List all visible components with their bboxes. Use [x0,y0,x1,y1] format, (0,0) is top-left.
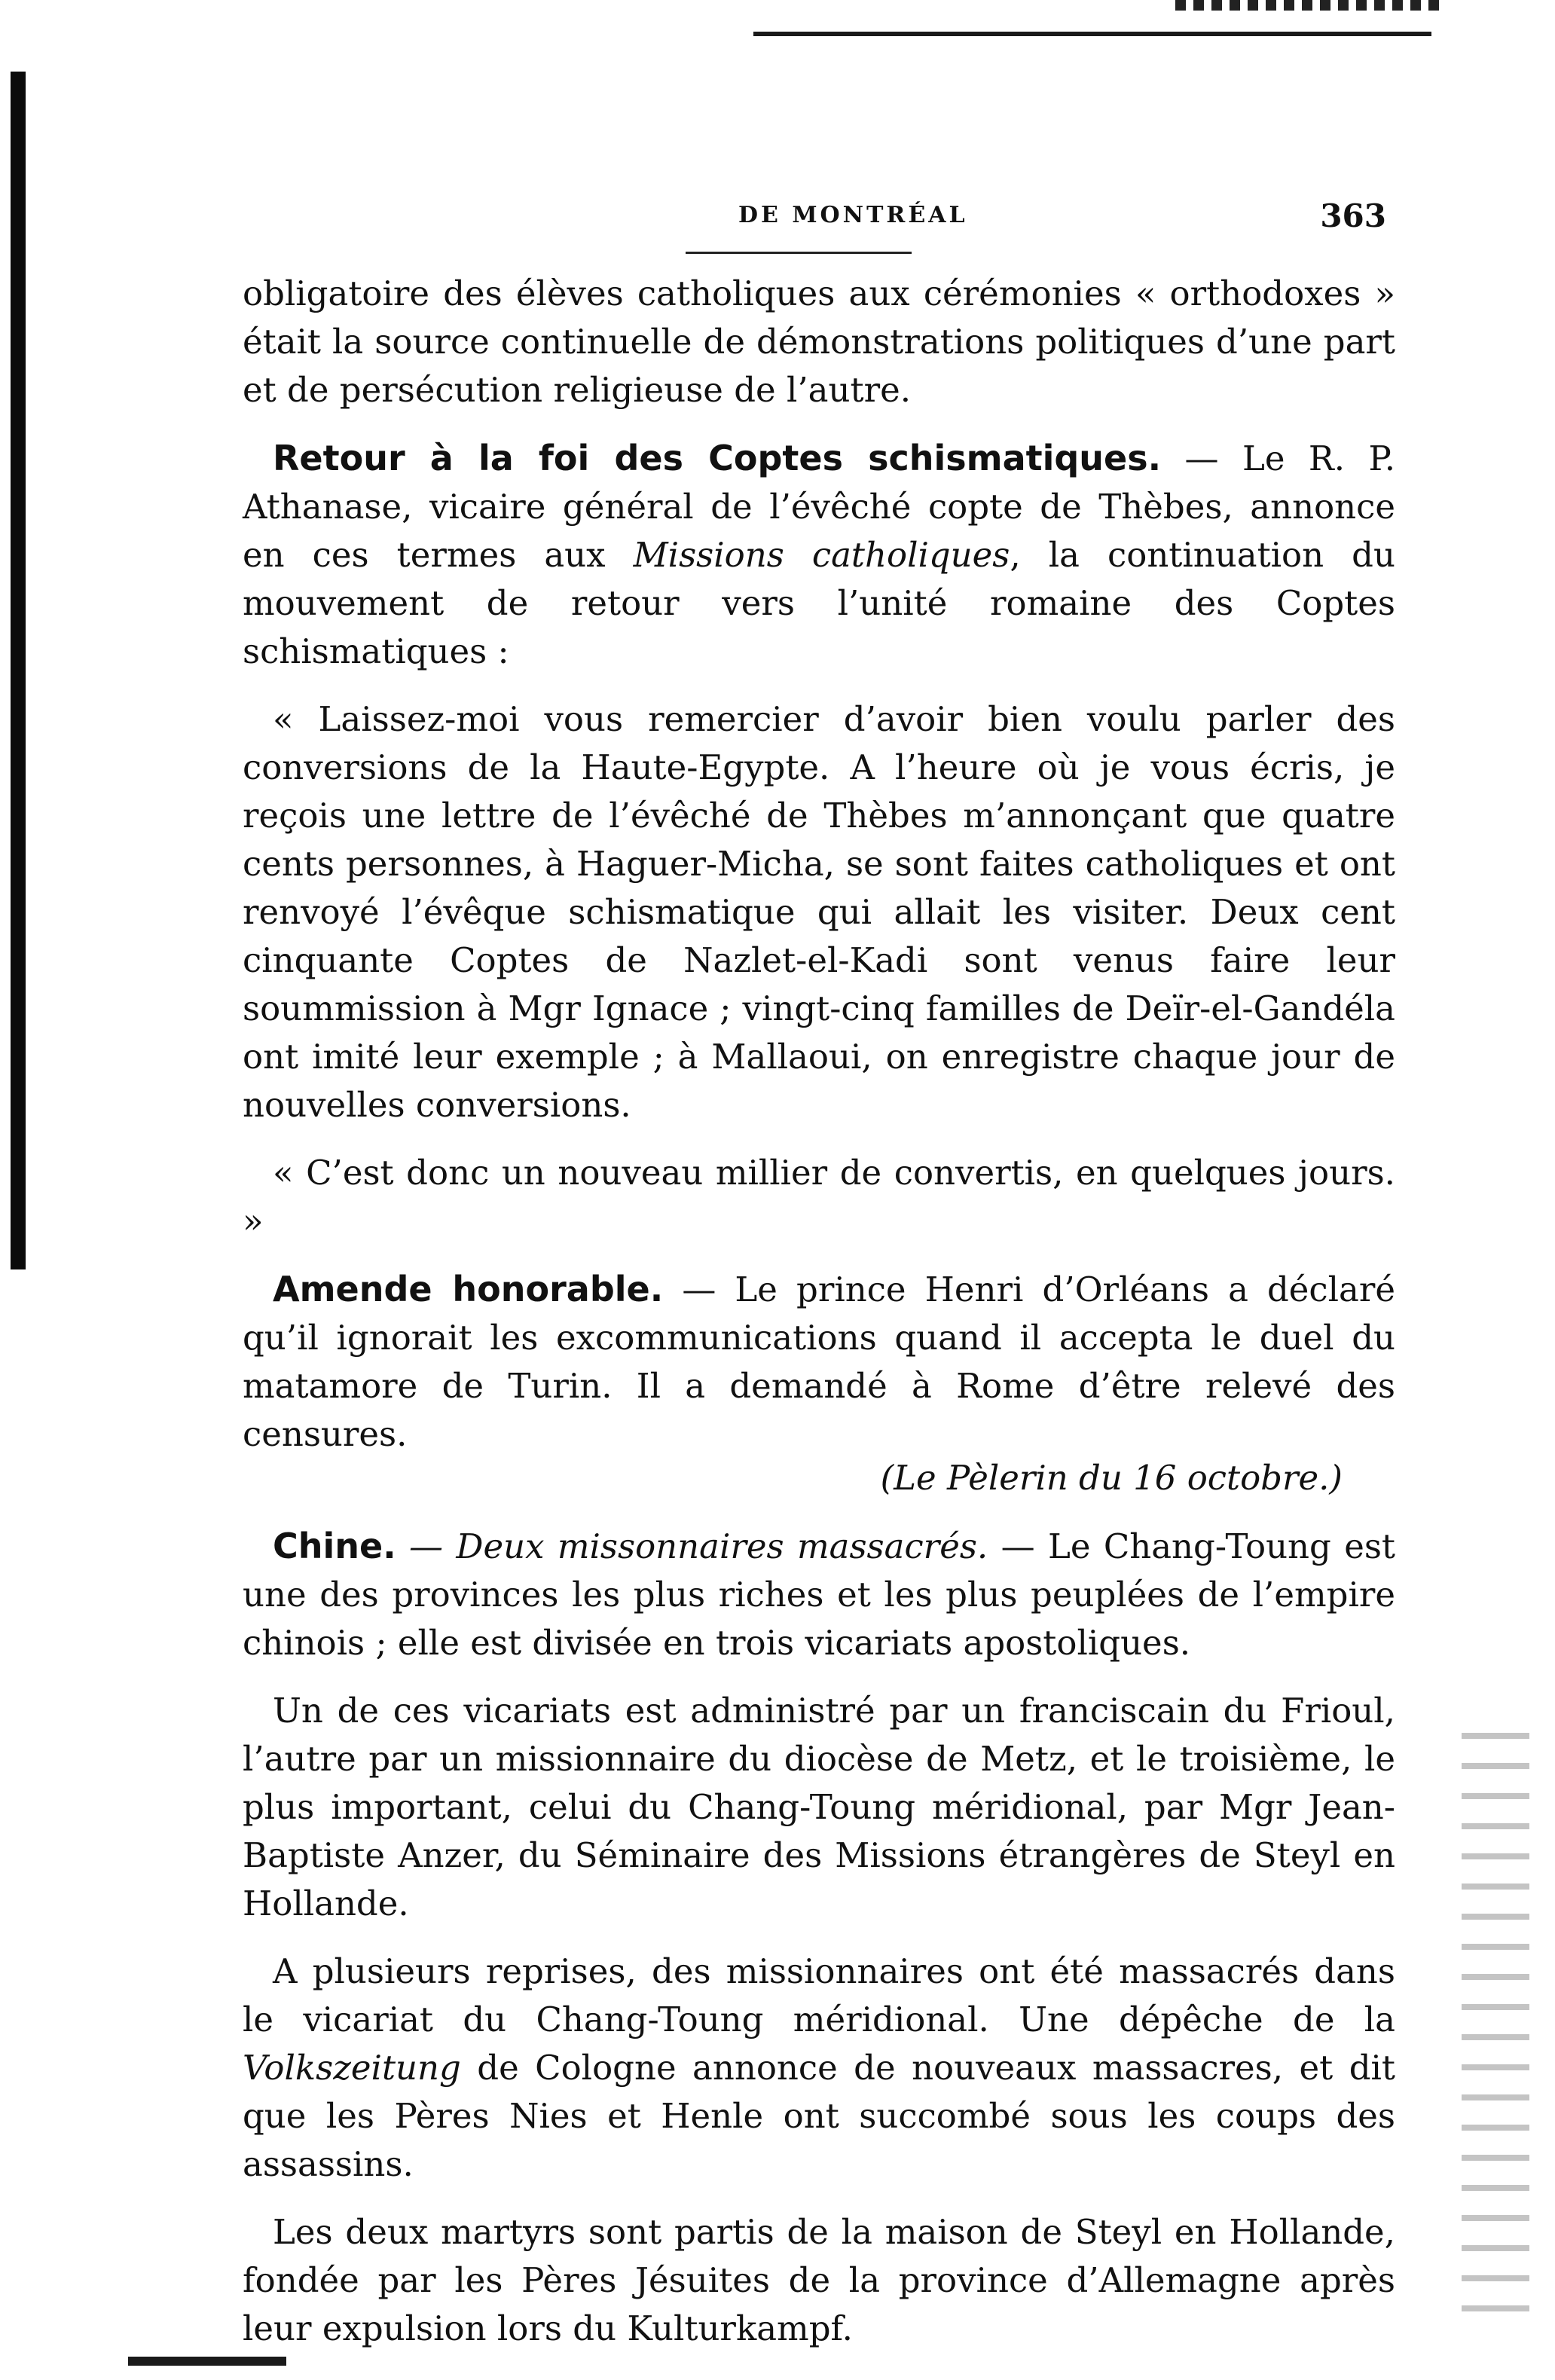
paragraph-letter [243,695,1395,1129]
scan-top-rule [753,32,1431,36]
page-number: 363 [1320,197,1386,234]
scan-top-marks [1175,0,1447,11]
paragraph-martyrs [243,2208,1395,2353]
paragraph-millier-text: « C’est donc un nouveau millier de convertis, en quelques jours. » [243,1153,1395,1241]
paragraph-coptes-text: — Le R. P. Athanase, vicaire général de l’évêché copte de Thèbes, annonce en ces termes aux [243,438,1396,575]
heading-amende: Amende honorable. [273,1269,664,1309]
paragraph-coptes-italic: Missions catholiques [633,535,1010,575]
paragraph-vicariats [243,1687,1395,1928]
heading-chine: Chine. [273,1526,396,1566]
heading-coptes: Retour à la foi des Coptes schismatiques. [273,438,1162,478]
paragraph-amende [243,1265,1395,1502]
paragraph-vicariats-text: Un de ces vicariats est administré par un franciscain du Frioul, l’autre par un missionnaire du diocèse de Metz, et le troisième, le plus important, celui du Chang-Toung méridional, par Mgr Jean-Baptiste Anzer, du Séminaire des Missions étrangères de Steyl en Hollande. [243,1691,1395,1923]
paragraph-chine-text: — Le Chang-Toung est une des provinces les plus riches et les plus peuplées de l’empire chinois ; elle est divisée en trois vicariats apostoliques. [243,1526,1395,1663]
paragraph-1-text: obligatoire des élèves catholiques aux cérémonies « orthodoxes » était la source continuelle de démonstrations politiques d’une part et de persécution religieuse de l’autre. [243,273,1395,410]
scan-edge-bar [11,72,26,1269]
paragraph-chine-italic: — Deux missonnaires massacrés. [396,1526,988,1566]
page-header [241,197,1386,247]
scan-margin-specks [1462,1733,1529,2336]
paragraph-massacres-italic: Volkszeitung [243,2048,461,2088]
page-body [243,270,1395,2372]
paragraph-letter-text: « Laissez-moi vous remercier d’avoir bien voulu parler des conversions de la Haute-Egypte. A l’heure où je vous écris, je reçois une lettre de l’évêché de Thèbes m’annonçant que quatre cents personnes, à Haguer-Micha, se sont faites catholiques et ont renvoyé l’évêque schismatique qui allait les visiter. Deux cent cinquante Coptes de Nazlet-el-Kadi sont venus faire leur soummission à Mgr Ignace ; vingt-cinq familles de Deïr-el-Gandéla ont imité leur exemple ; à Mallaoui, on enregistre chaque jour de nouvelles conversions. [243,699,1395,1125]
paragraph-chine [243,1522,1395,1667]
paragraph-massacres-text-2: de Cologne annonce de nouveaux massacres, et dit que les Pères Nies et Henle ont succombé sous les coups des assassins. [243,2048,1395,2184]
paragraph-millier [243,1149,1395,1245]
paragraph-massacres-text: A plusieurs reprises, des missionnaires ont été massacrés dans le vicariat du Chang-Toung méridional. Une dépêche de la [243,1951,1395,2039]
paragraph-martyrs-text: Les deux martyrs sont partis de la maison de Steyl en Hollande, fondée par les Pères Jésuites de la province d’Allemagne après leur expulsion lors du Kulturkampf. [243,2212,1395,2348]
paragraph-massacres [243,1948,1395,2189]
paragraph-1 [243,270,1395,414]
header-rule [686,252,912,254]
paragraph-amende-text: — Le prince Henri d’Orléans a déclaré qu’il ignorait les excommunications quand il accepta le duel du matamore de Turin. Il a demandé à Rome d’être relevé des censures. [243,1269,1395,1454]
paragraph-coptes-text-2: , la continuation du mouvement de retour vers l’unité romaine des Coptes schismatiques : [243,535,1395,671]
running-head: DE MONTRÉAL [738,202,968,228]
citation-pelerin: (Le Pèlerin du 16 octobre.) [880,1458,1343,1498]
paragraph-coptes [243,434,1395,676]
